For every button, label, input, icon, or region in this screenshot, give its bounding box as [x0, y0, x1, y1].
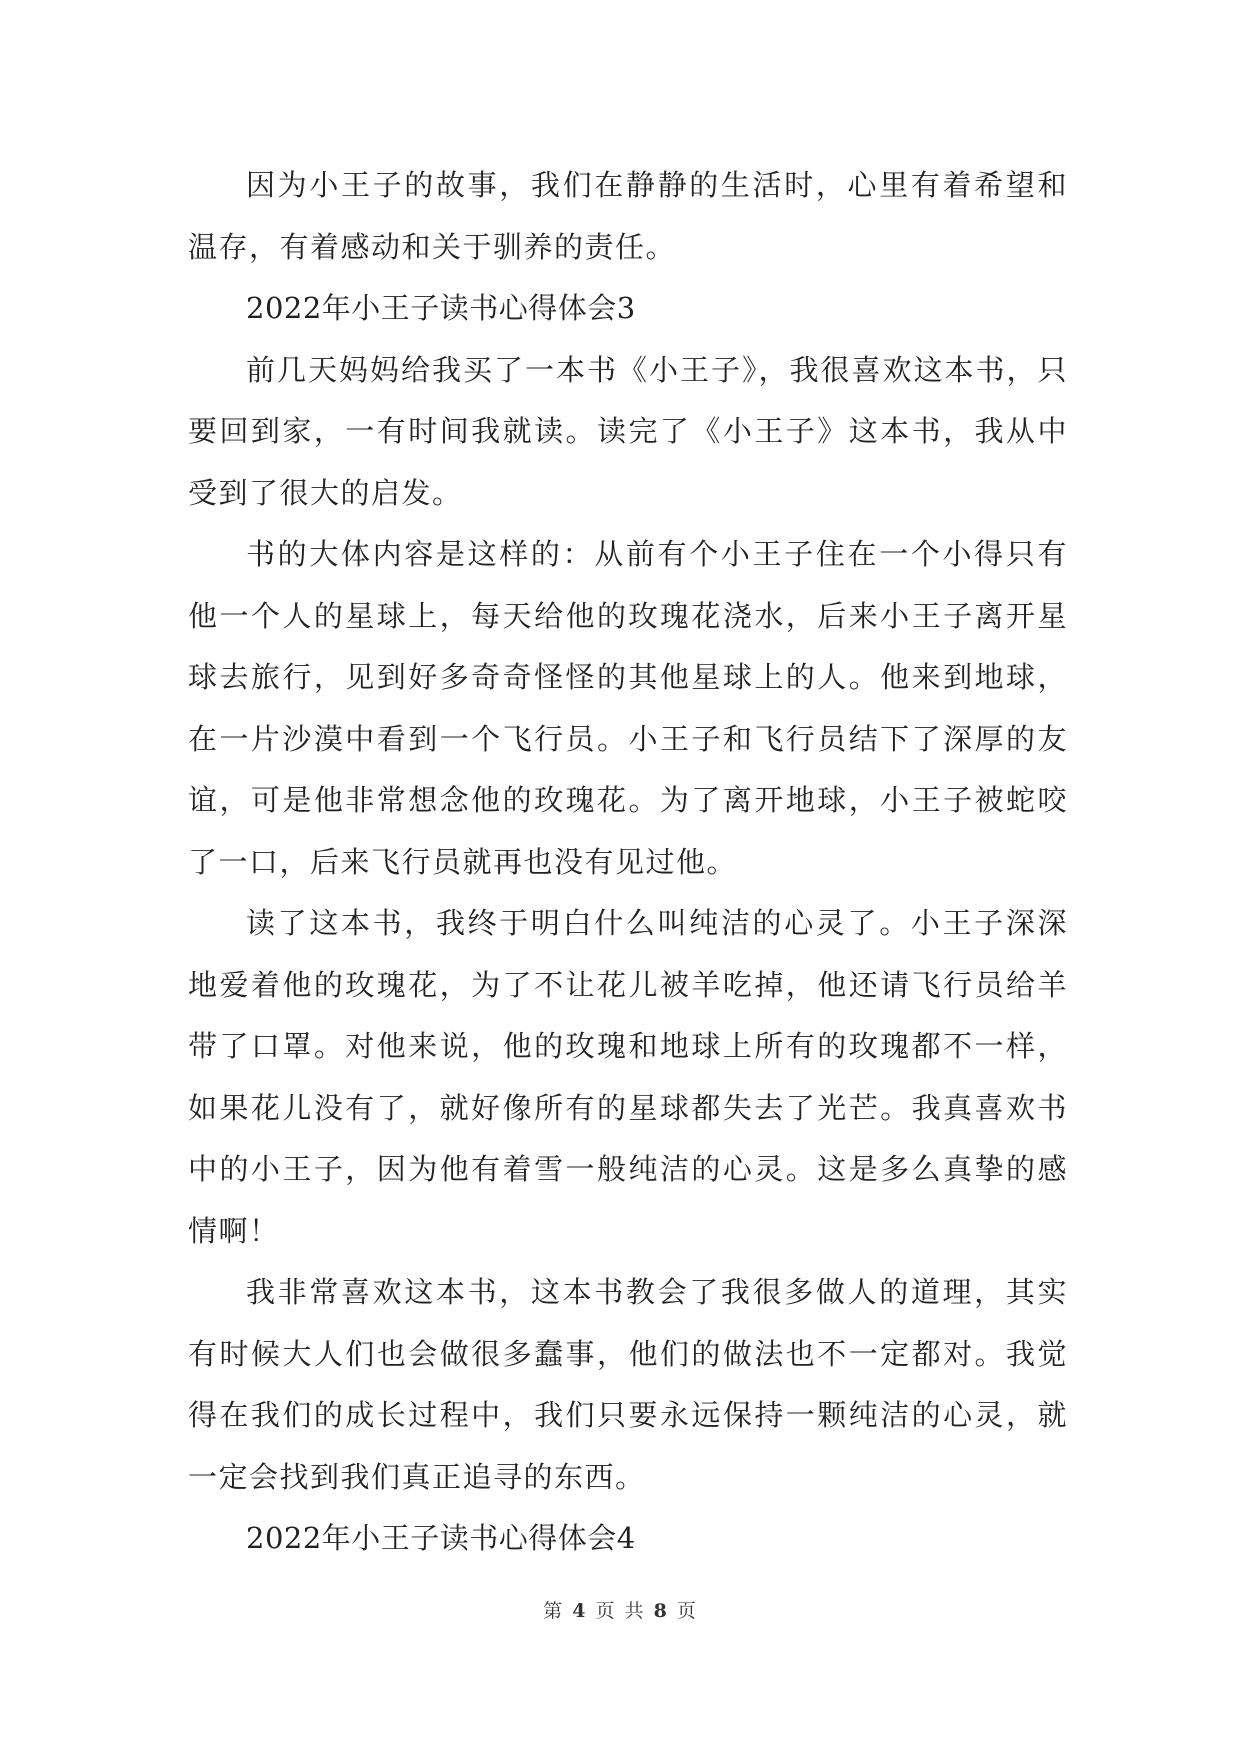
paragraph: 因为小王子的故事，我们在静静的生活时，心里有着希望和温存，有着感动和关于驯养的责任。 — [188, 168, 1068, 264]
paragraph: 书的大体内容是这样的：从前有个小王子住在一个小得只有他一个人的星球上，每天给他的玫瑰花浇水，后来小王子离开星球去旅行，见到好多奇奇怪怪的其他星球上的人。他来到地球，在一片沙漠中看到一个飞行员。小王子和飞行员结下了深厚的友谊，可是他非常想念他的玫瑰花。为了离开地球，小王子被蛇咬了一口，后来飞行员就再也没有见过他。 — [188, 537, 1068, 879]
section-heading: 2022年小王子读书心得体会3 — [246, 291, 636, 325]
section-heading: 2022年小王子读书心得体会4 — [246, 1521, 636, 1555]
footer-middle: 页 共 — [595, 1600, 646, 1622]
current-page-number: 4 — [572, 1600, 588, 1622]
document-body — [188, 155, 1068, 1570]
footer-suffix: 页 — [676, 1600, 698, 1622]
paragraph: 我非常喜欢这本书，这本书教会了我很多做人的道理，其实有时候大人们也会做很多蠢事，他们的做法也不一定都对。我觉得在我们的成长过程中，我们只要永远保持一颗纯洁的心灵，就一定会找到我们真正追寻的东西。 — [188, 1275, 1068, 1494]
paragraph: 读了这本书，我终于明白什么叫纯洁的心灵了。小王子深深地爱着他的玫瑰花，为了不让花儿被羊吃掉，他还请飞行员给羊带了口罩。对他来说，他的玫瑰和地球上所有的玫瑰都不一样，如果花儿没有了，就好像所有的星球都失去了光芒。我真喜欢书中的小王子，因为他有着雪一般纯洁的心灵。这是多么真挚的感情啊！ — [188, 906, 1068, 1248]
page-footer — [0, 1596, 1241, 1623]
footer-prefix: 第 — [543, 1600, 565, 1622]
paragraph: 前几天妈妈给我买了一本书《小王子》，我很喜欢这本书，只要回到家，一有时间我就读。读完了《小王子》这本书，我从中受到了很大的启发。 — [188, 352, 1068, 510]
total-page-number: 8 — [653, 1600, 669, 1622]
